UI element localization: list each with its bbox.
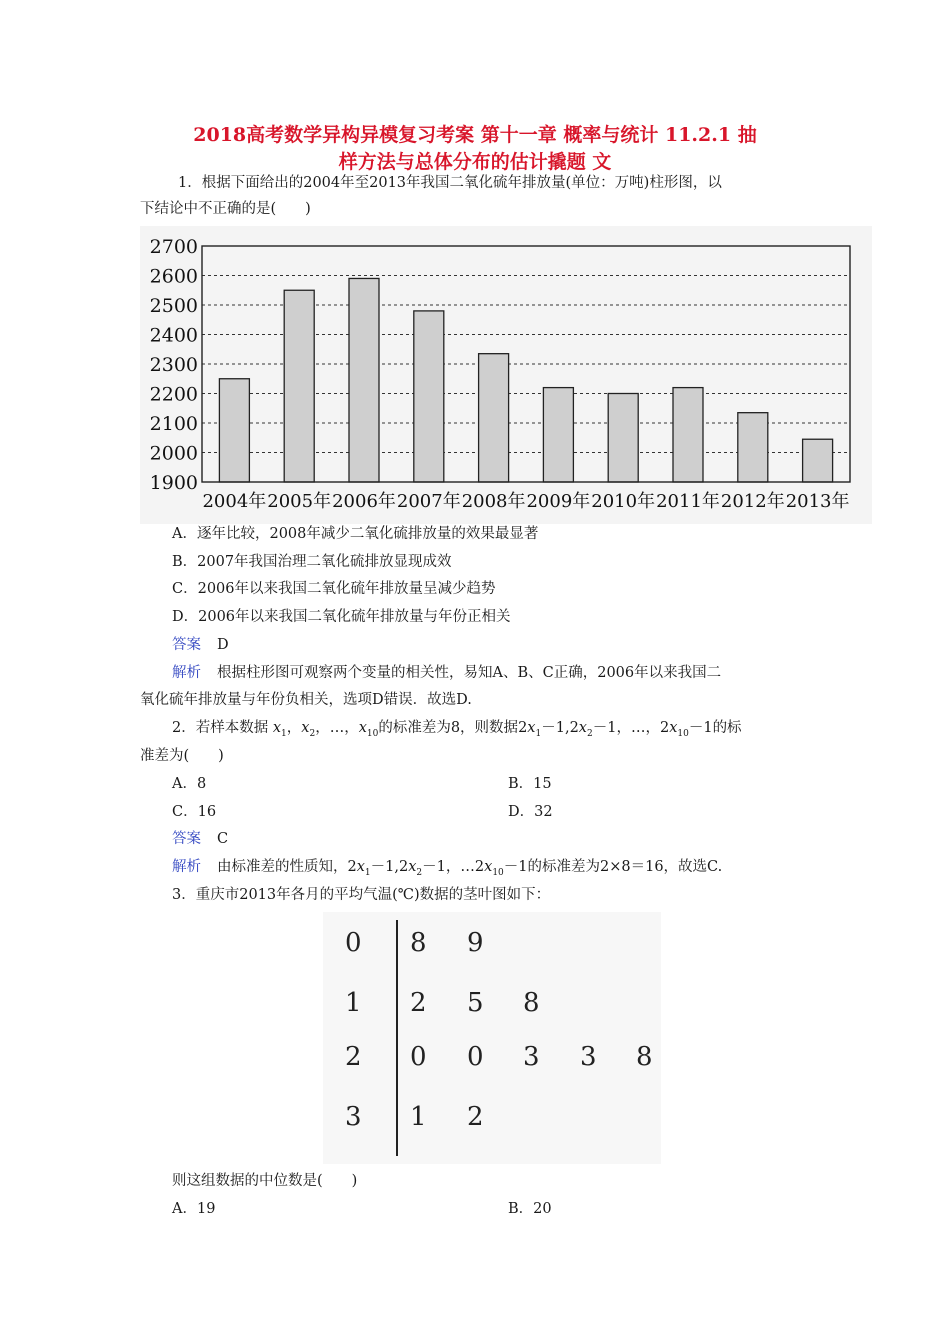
q2-stem-line-1 [172,718,742,744]
sub-2: 2 [586,728,593,739]
title-line-2: 样方法与总体分布的估计撬题 文 [338,151,612,173]
q2-option-d: D．32 [508,804,553,820]
leaf: 8 [410,928,427,958]
q2-text-b: 的标 [712,720,742,736]
sub-2: 2 [309,728,316,739]
var-x: x [669,720,678,736]
y-tick-label: 2100 [149,413,198,435]
var-x: x [301,720,310,736]
q3-question: 则这组数据的中位数是( ) [172,1173,358,1189]
two: 2 [659,720,670,736]
dots: … [460,859,475,875]
q1-stem-line-1: 1．根据下面给出的2004年至2013年我国二氧化硫年排放量(单位：万吨)柱形图，以 [178,175,722,191]
q1-option-b: B．2007年我国治理二氧化硫排放显现成效 [172,554,452,570]
x-tick-label: 2012年 [720,491,785,512]
two: 2 [518,720,528,736]
bar [543,388,573,482]
y-tick-label: 1900 [149,472,198,494]
dots: …， [630,720,660,736]
y-tick-label: 2400 [149,324,198,347]
y-tick-label: 2000 [149,442,198,465]
sub-1: 1 [364,867,371,878]
var-x: x [356,859,365,875]
sub-2: 2 [416,867,423,878]
analysis-pre: 由标准差的性质知， [217,859,348,875]
leaf: 2 [467,1102,484,1132]
emission-bar-chart [140,226,872,524]
var-x: x [484,859,493,875]
sub-10: 10 [677,728,689,739]
bar [284,290,314,482]
q1-analysis-line-1 [172,663,721,683]
q1-stem-line-2: 下结论中不正确的是( ) [140,201,311,217]
y-tick-label: 2500 [149,295,198,317]
two: 2 [347,859,357,875]
bar [608,394,638,483]
two: 2 [474,859,485,875]
q1-analysis-line-2: 氧化硫年排放量与年份负相关，选项D错误．故选D. [140,692,472,708]
stem-leaf-plot [323,912,661,1164]
minus-one: －1 [503,859,528,875]
stem-0: 0 [345,928,362,958]
x-tick-label: 2009年 [526,491,591,512]
var-x: x [527,720,536,736]
x-tick-label: 2006年 [332,491,396,512]
leaf: 0 [410,1042,427,1072]
answer-label: 答案 [172,831,201,847]
sub-1: 1 [281,728,287,739]
bar [414,311,444,482]
q2-option-c: C．16 [172,804,217,820]
y-tick-label: 2600 [149,265,198,288]
leaf: 3 [523,1042,540,1072]
stem-1: 1 [345,988,362,1018]
bar [479,354,509,482]
x-tick-label: 2004年 [202,491,267,512]
x-tick-label: 2010年 [591,491,656,512]
q3-option-a: A．19 [172,1201,216,1217]
answer-value: C [217,831,229,847]
two: 2 [399,859,409,875]
minus-one: －1 [688,720,713,736]
two: 2 [569,720,579,736]
comma: ， [286,720,302,736]
q2-stem-line-2: 准差为( ) [140,748,224,764]
x-tick-label: 2007年 [396,491,461,512]
answer-value: D [217,637,229,653]
q1-option-a: A．逐年比较，2008年减少二氧化硫排放量的效果最显著 [172,526,539,542]
leaf: 2 [410,988,427,1018]
bar [673,388,703,482]
q2-option-a: A．8 [172,776,207,792]
leaf: 0 [467,1042,484,1072]
minus-one: －1， [592,720,631,736]
x-tick-label: 2005年 [267,491,332,512]
analysis-post: 的标准差为2×8＝16，故选C. [527,859,723,875]
sub-10: 10 [366,728,379,739]
x-tick-label: 2008年 [461,491,526,512]
minus-one: －1, [370,859,399,875]
x-tick-label: 2011年 [656,491,720,512]
bar [738,413,768,482]
dots: …， [329,720,359,736]
minus-one: －1, [541,720,570,736]
stem-3: 3 [345,1102,362,1132]
q3-stem: 3．重庆市2013年各月的平均气温(℃)数据的茎叶图如下： [172,887,551,903]
var-x: x [272,720,282,736]
leaf: 3 [580,1042,597,1072]
bar [803,439,833,482]
q2-analysis [172,857,722,883]
leaf: 8 [636,1042,653,1072]
analysis-text: 根据柱形图可观察两个变量的相关性，易知A、B、C正确，2006年以来我国二 [217,665,722,681]
x-tick-label: 2013年 [785,491,850,512]
y-tick-label: 2700 [149,236,198,258]
bar [349,278,379,482]
y-tick-label: 2200 [149,383,198,406]
leaf: 9 [467,928,484,958]
stem-divider [396,920,398,1156]
sub-1: 1 [535,728,542,739]
var-x: x [578,720,587,736]
document-title [120,122,830,176]
q2-option-b: B．15 [508,776,552,792]
stem-2: 2 [345,1042,362,1072]
minus-one: －1， [422,859,461,875]
q1-option-d: D．2006年以来我国二氧化硫年排放量与年份正相关 [172,609,511,625]
bar [219,379,249,482]
q1-answer [172,635,229,655]
q2-text-a: 的标准差为8，则数据 [378,720,519,736]
comma: ， [315,720,330,736]
leaf: 8 [523,988,540,1018]
leaf: 5 [467,988,484,1018]
q2-answer [172,829,228,849]
var-x: x [408,859,417,875]
analysis-label: 解析 [172,859,201,875]
y-tick-label: 2300 [149,354,198,376]
analysis-label: 解析 [172,665,201,681]
q2-num: 2．若样本数据 [172,720,269,736]
leaf: 1 [410,1102,427,1132]
answer-label: 答案 [172,637,201,653]
q1-option-c: C．2006年以来我国二氧化硫年排放量呈减少趋势 [172,581,496,597]
sub-10: 10 [492,867,504,878]
var-x: x [358,720,367,736]
title-line-1: 2018高考数学异构异模复习考案 第十一章 概率与统计 11.2.1 抽 [193,124,757,146]
q3-option-b: B．20 [508,1201,552,1217]
